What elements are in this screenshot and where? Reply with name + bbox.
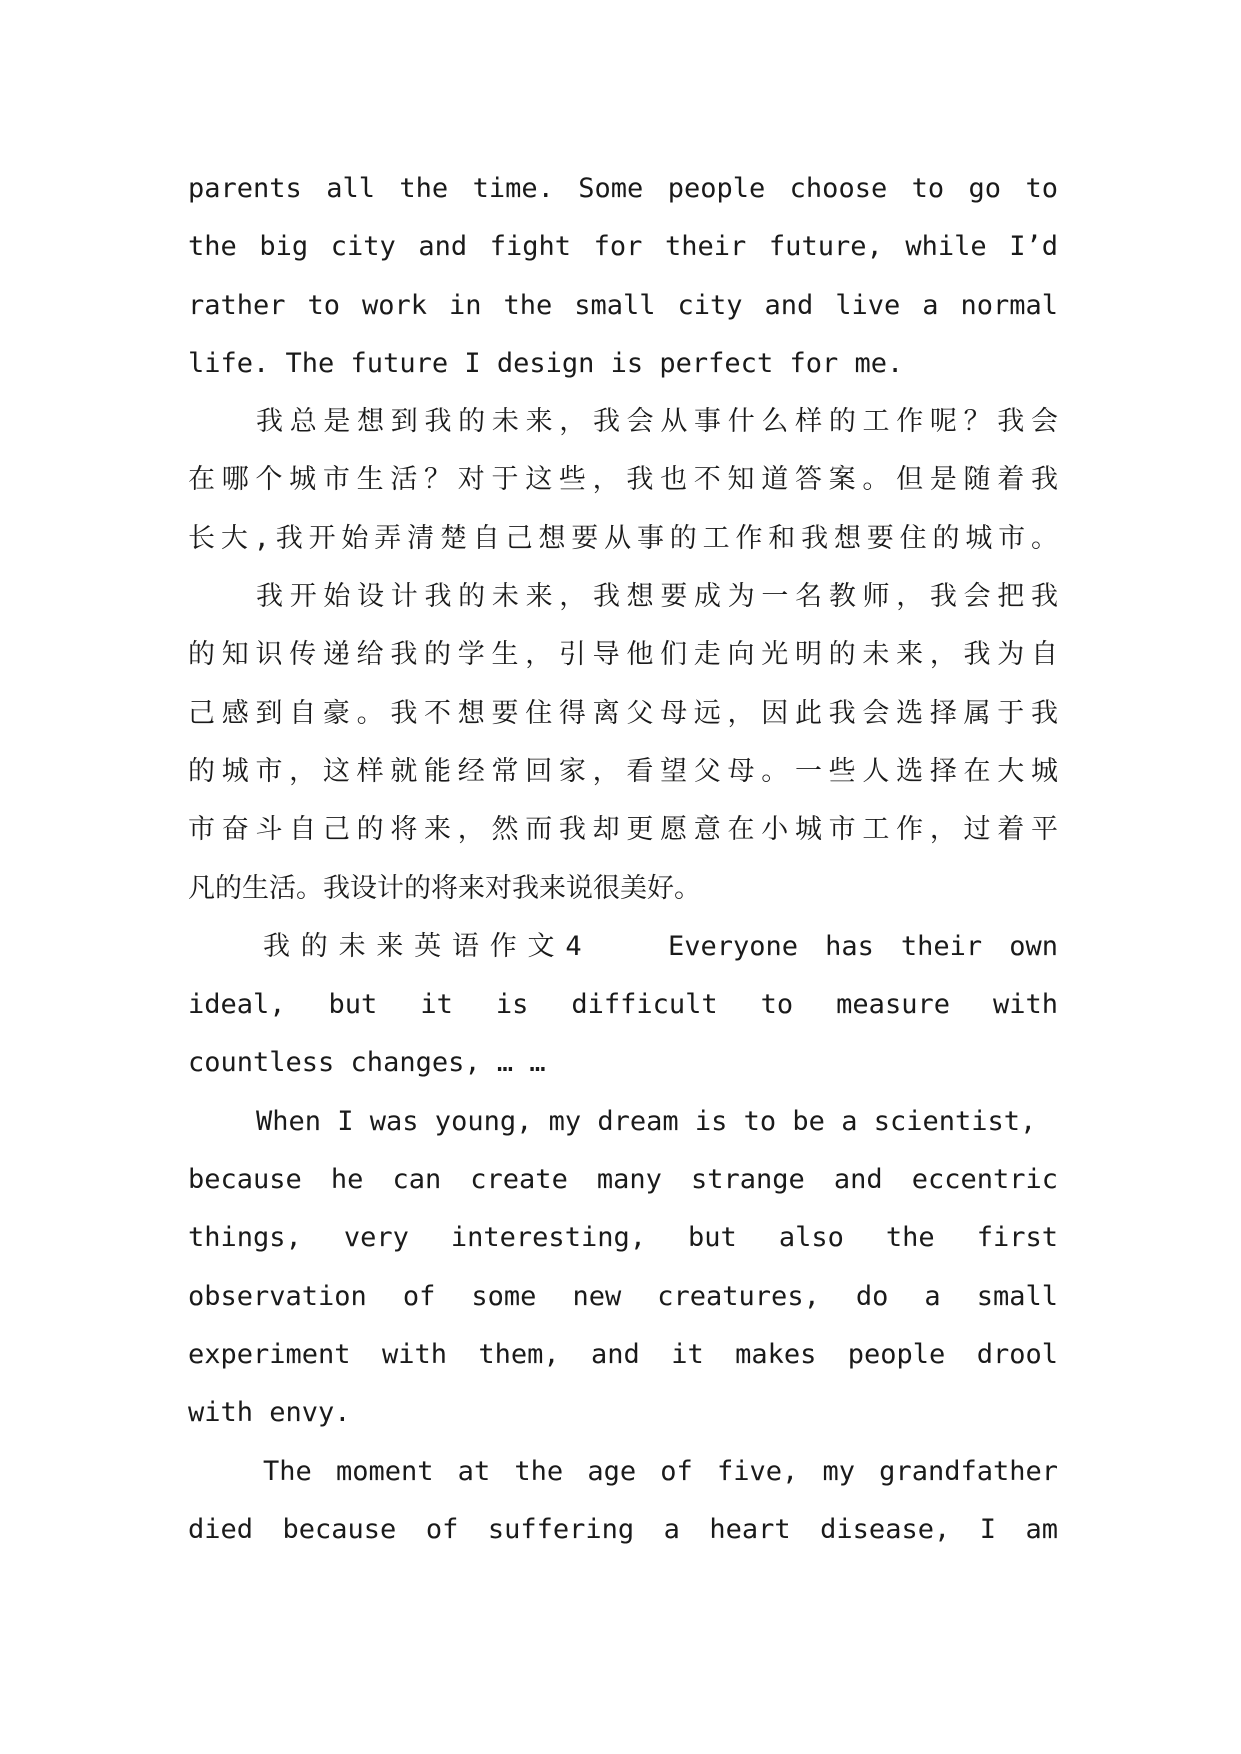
- text-line: because he can create many strange and eccentric: [188, 1164, 1058, 1196]
- text-line: with envy.: [188, 1397, 351, 1429]
- text-line: 的城市，这样就能经常回家，看望父母。一些人选择在大城: [188, 755, 1058, 787]
- text-line: things, very interesting, but also the first: [188, 1222, 1058, 1254]
- text-line: 长大,我开始弄清楚自己想要从事的工作和我想要住的城市。: [188, 522, 1058, 554]
- text-line: rather to work in the small city and live a normal: [188, 289, 1058, 321]
- text-line: countless changes, … …: [188, 1047, 546, 1079]
- text-line: 我开始设计我的未来，我想要成为一名教师，我会把我: [256, 581, 1058, 613]
- text-line: died because of suffering a heart disease, I am: [188, 1513, 1058, 1545]
- text-line: 己感到自豪。我不想要住得离父母远，因此我会选择属于我: [188, 697, 1058, 729]
- text-line: life. The future I design is perfect for me.: [188, 347, 904, 379]
- text-line: When I was young, my dream is to be a scientist,: [256, 1105, 1037, 1137]
- text-line: observation of some new creatures, do a small: [188, 1280, 1058, 1312]
- text-line: 我总是想到我的未来，我会从事什么样的工作呢？我会: [256, 406, 1058, 438]
- text-line: 凡的生活。我设计的将来对我来说很美好。: [188, 872, 701, 904]
- text-line: ideal, but it is difficult to measure with: [188, 989, 1058, 1021]
- text-line: 的知识传递给我的学生，引导他们走向光明的未来，我为自: [188, 639, 1058, 671]
- text-line: parents all the time. Some people choose to go to: [188, 173, 1058, 204]
- text-line: 在哪个城市生活？对于这些，我也不知道答案。但是随着我: [188, 464, 1058, 496]
- text-line: experiment with them, and it makes people drool: [188, 1338, 1058, 1370]
- text-line: The moment at the age of five, my grandfather: [263, 1455, 1058, 1487]
- text-line: the big city and fight for their future, while I’d: [188, 231, 1058, 263]
- text-line: 市奋斗自己的将来，然而我却更愿意在小城市工作，过着平: [188, 814, 1058, 846]
- document-body: [188, 160, 1058, 1559]
- section-heading: 我的未来英语作文4 Everyone has their own: [263, 930, 1058, 962]
